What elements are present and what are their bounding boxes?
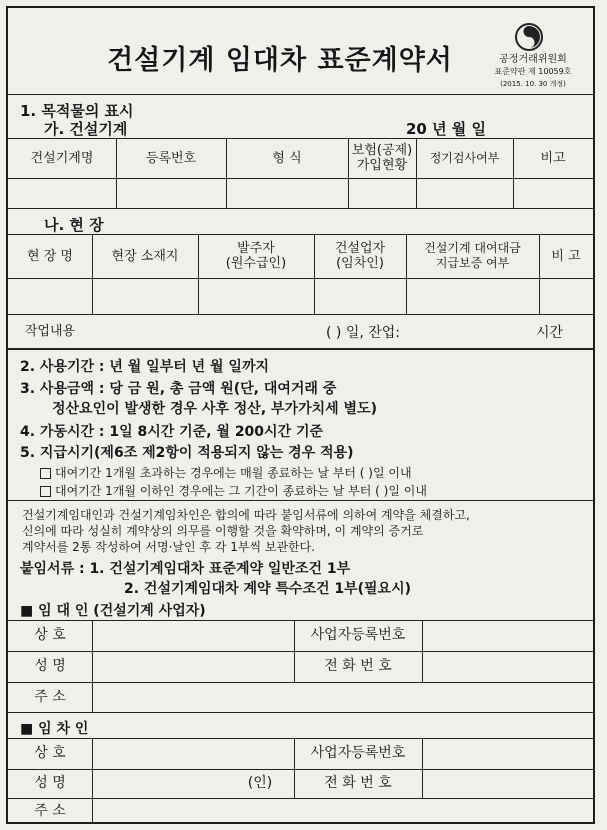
section-heading-object: 1. 목적물의 표시 bbox=[20, 102, 134, 120]
divider bbox=[8, 208, 593, 209]
work-days-field: ( ) 일, 잔업: bbox=[326, 325, 401, 341]
lessor-phone-label: 전 화 번 호 bbox=[324, 658, 392, 674]
col-site-name: 현 장 명 bbox=[27, 248, 73, 264]
agreement-line-1: 건설기계임대인과 건설기계임차인은 합의에 따라 붙임서류에 의하여 계약을 체결하고, bbox=[22, 508, 470, 522]
lessor-representative-label: 성 명 bbox=[34, 658, 66, 674]
term-amount: 3. 사용금액 : 당 금 원, 총 금액 원(단, 대여거래 중 bbox=[20, 381, 337, 397]
term-operating-hours: 4. 가동시간 : 1일 8시간 기준, 월 200시간 기준 bbox=[20, 424, 324, 440]
term-amount-note: 정산요인이 발생한 경우 사후 정산, 부가가치세 별도) bbox=[52, 401, 377, 417]
divider bbox=[92, 620, 93, 712]
issuer-block bbox=[478, 54, 588, 90]
divider bbox=[8, 500, 593, 501]
attachments-line-1: 붙임서류 : 1. 건설기계임대차 표준계약 일반조건 1부 bbox=[20, 561, 351, 577]
lessor-address-label: 주 소 bbox=[34, 688, 66, 705]
divider bbox=[8, 278, 593, 279]
col-registration: 등록번호 bbox=[145, 150, 197, 166]
col-orderer: 발주자 (원수급인) bbox=[225, 241, 287, 271]
col-payment-guarantee: 건설기계 대여대금 지급보증 여부 bbox=[424, 241, 521, 270]
payment-option-monthly-text: 대여기간 1개월 초과하는 경우에는 매월 종료하는 날 부터 ( )일 이내 bbox=[55, 466, 412, 480]
divider bbox=[8, 94, 593, 95]
payment-option-period-text: 대여기간 1개월 이하인 경우에는 그 기간이 종료하는 날 부터 ( )일 이내 bbox=[55, 484, 427, 498]
col-inspection: 정기검사여부 bbox=[429, 150, 500, 165]
col-site-remarks: 비 고 bbox=[551, 248, 581, 264]
col-insurance: 보험(공제) 가입현황 bbox=[351, 143, 413, 173]
divider bbox=[8, 348, 593, 350]
contract-frame bbox=[6, 6, 595, 824]
lessee-representative-label: 성 명 bbox=[34, 775, 66, 791]
payment-option-period bbox=[40, 482, 427, 499]
divider bbox=[8, 798, 593, 799]
term-payment-timing: 5. 지급시기(제6조 제2항이 적용되지 않는 경우 적용) bbox=[20, 445, 354, 461]
agreement-line-2: 신의에 따라 성실히 계약상의 의무를 이행할 것을 확약하며, 이 계약의 증거로 bbox=[22, 524, 424, 538]
lessee-heading: ■ 임 차 인 bbox=[20, 721, 89, 737]
ftc-emblem-icon bbox=[514, 22, 544, 52]
payment-option-monthly bbox=[40, 464, 412, 481]
lessor-company-label: 상 호 bbox=[34, 627, 66, 643]
lessee-company-label: 상 호 bbox=[34, 745, 66, 761]
col-machine-name: 건설기계명 bbox=[30, 150, 94, 166]
document-title: 건설기계 임대차 표준계약서 bbox=[107, 45, 453, 76]
issuer-name: 공정거래위원회 bbox=[499, 54, 567, 65]
col-remarks: 비고 bbox=[540, 150, 566, 166]
checkbox[interactable] bbox=[40, 468, 51, 479]
checkbox[interactable] bbox=[40, 486, 51, 497]
divider bbox=[422, 738, 423, 798]
divider bbox=[8, 178, 593, 179]
lessee-registration-label: 사업자등록번호 bbox=[310, 745, 406, 761]
work-content-label: 작업내용 bbox=[24, 323, 76, 339]
divider bbox=[92, 738, 93, 824]
header bbox=[8, 8, 593, 94]
divider bbox=[8, 682, 593, 683]
lessee-phone-label: 전 화 번 호 bbox=[324, 775, 392, 791]
site-heading: 나. 현 장 bbox=[44, 216, 104, 234]
agreement-line-3: 계약서를 2통 작성하여 서명·날인 후 각 1부씩 보관한다. bbox=[22, 540, 316, 554]
revision-date: (2015. 10. 30 개정) bbox=[500, 80, 566, 88]
divider bbox=[8, 314, 593, 315]
lessee-seal-mark: (인) bbox=[247, 775, 273, 791]
divider bbox=[8, 712, 593, 713]
attachments-line-2: 2. 건설기계임대차 계약 특수조건 1부(필요시) bbox=[124, 581, 412, 597]
lessee-address-label: 주 소 bbox=[34, 802, 66, 819]
term-period: 2. 사용기간 : 년 월 일부터 년 월 일까지 bbox=[20, 359, 269, 375]
machine-heading: 가. 건설기계 bbox=[44, 120, 128, 138]
lessor-registration-label: 사업자등록번호 bbox=[310, 627, 406, 643]
col-site-location: 현장 소재지 bbox=[111, 248, 179, 264]
col-contractor: 건설업자 (임차인) bbox=[334, 241, 386, 271]
col-model: 형 식 bbox=[272, 150, 302, 166]
contract-date: 20 년 월 일 bbox=[406, 120, 487, 138]
work-hours-unit: 시간 bbox=[536, 325, 564, 341]
lessor-heading: ■ 임 대 인 (건설기계 사업자) bbox=[20, 603, 206, 619]
divider bbox=[422, 620, 423, 682]
approval-number: 표준약관 제 10059호 bbox=[494, 67, 572, 76]
